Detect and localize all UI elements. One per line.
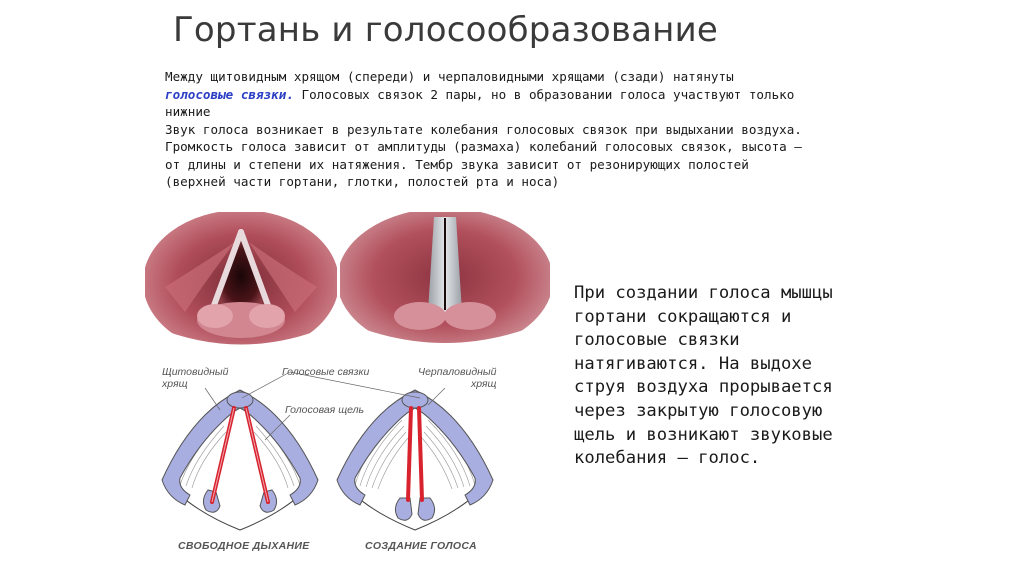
caption-voice-production: СОЗДАНИЕ ГОЛОСА	[365, 540, 477, 552]
photo-open-glottis	[145, 212, 337, 347]
label-glottis: Голосовая щель	[285, 404, 365, 416]
caption-free-breathing: СВОБОДНОЕ ДЫХАНИЕ	[178, 540, 310, 552]
larynx-schematic-diagram	[150, 360, 510, 560]
intro-p1-after: Голосовых связок 2 пары, но в образовании голоса участвуют только нижние	[165, 86, 795, 119]
label-arytenoid-line2: хрящ	[470, 378, 497, 390]
label-vocal-cords: Голосовые связки	[282, 366, 370, 378]
vocal-cords-highlight: голосовые связки.	[165, 86, 294, 102]
voice-production-text: При создании голоса мышцы гортани сокращаются и голосовые связки натягиваются. На выдохе струя воздуха прорывается через закрытую голосовую щель и возникают звуковые колебания — голос.	[574, 283, 833, 469]
label-arytenoid-cartilage	[418, 366, 496, 390]
photo-closed-glottis	[340, 212, 550, 347]
intro-paragraph-2: Звук голоса возникает в результате колебания голосовых связок при выдыхании воздуха. Громкость голоса зависит от амплитуды (размаха) колебаний голосовых связок, высота — от длины и степени их натяжения. Тембр звука зависит от резонирующих полостей (верхней части гортани, глотки, полостей рта и носа)	[165, 121, 802, 189]
slide-title: Гортань и голосообразование	[173, 10, 719, 50]
label-thyroid-line2: хрящ	[162, 378, 188, 390]
intro-text	[165, 68, 805, 191]
label-thyroid-cartilage	[162, 366, 228, 390]
label-thyroid-line1: Щитовидный	[162, 366, 229, 378]
intro-p1-before: Между щитовидным хрящом (спереди) и черпаловидными хрящами (сзади) натянуты	[165, 69, 734, 84]
intro-paragraph-1	[165, 68, 805, 121]
label-arytenoid-line1: Черпаловидный	[418, 366, 497, 378]
